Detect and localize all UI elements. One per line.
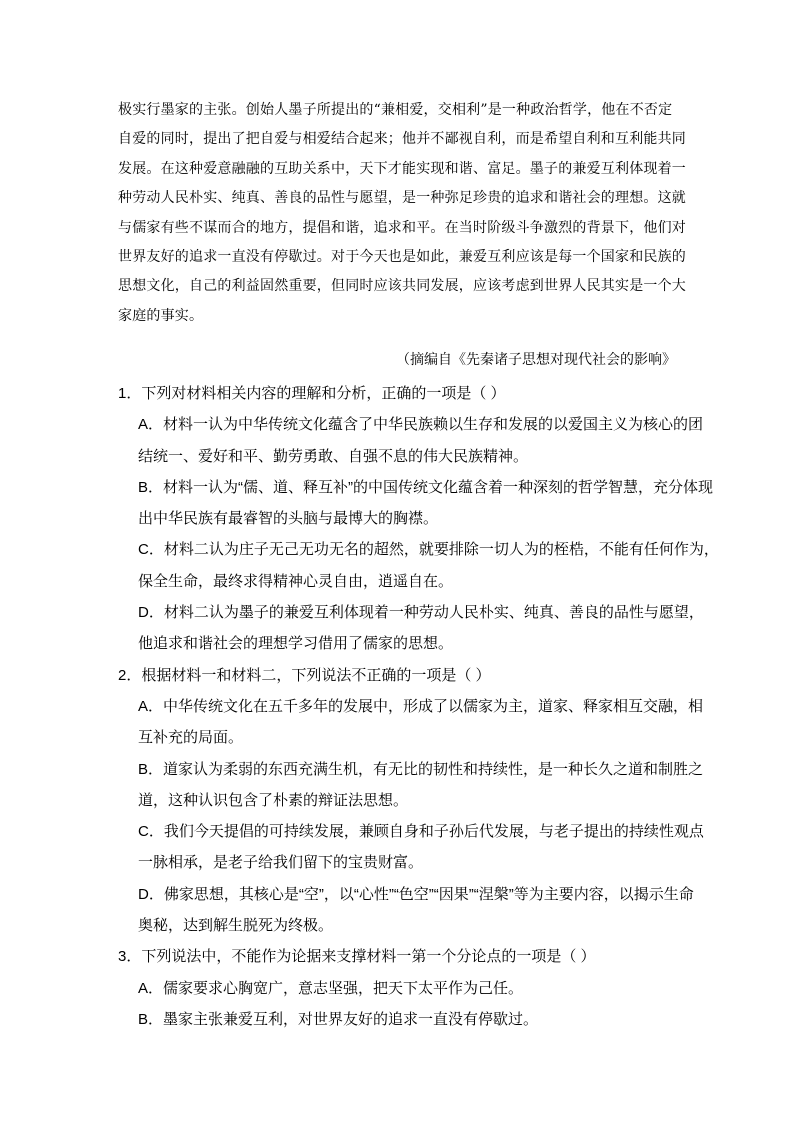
passage-line: 种劳动人民朴实、纯真、善良的品性与愿望，是一种弥足珍贵的追求和谐社会的理想。这就 bbox=[118, 190, 686, 207]
option-text: B．墨家主张兼爱互利，对世界友好的追求一直没有停歇过。 bbox=[138, 1010, 539, 1028]
option-text: C．材料二认为庄子无己无功无名的超然，就要排除一切人为的桎梏，不能有任何作为， bbox=[138, 541, 719, 559]
option-text: D．佛家思想，其核心是“空”，以“心性”“色空”“因果”“涅槃”等为主要内容，以揭示生命 bbox=[138, 885, 694, 903]
option-a bbox=[118, 691, 704, 754]
passage-line: 世界友好的追求一直没有停歇过。对于今天也是如此，兼爱互利应该是每一个国家和民族的 bbox=[118, 248, 686, 265]
passage-line: 思想文化，自己的利益固然重要，但同时应该共同发展，应该考虑到世界人民其实是一个大 bbox=[118, 278, 686, 295]
option-text: 出中华民族有最睿智的头脑与最博大的胸襟。 bbox=[138, 510, 439, 528]
option-c bbox=[118, 534, 719, 597]
option-text: 互补充的局面。 bbox=[138, 729, 244, 747]
option-text: D．材料二认为墨子的兼爱互利体现着一种劳动人民朴实、纯真、善良的品性与愿望， bbox=[138, 604, 704, 622]
option-text: 结统一、爱好和平、勤劳勇敢、自强不息的伟大民族精神。 bbox=[138, 447, 529, 465]
option-d bbox=[118, 597, 704, 660]
option-b bbox=[118, 754, 704, 817]
option-text: B．道家认为柔弱的东西充满生机，有无比的韧性和持续性，是一种长久之道和制胜之 bbox=[138, 760, 704, 778]
option-text: 奥秘，达到解生脱死为终极。 bbox=[138, 917, 334, 935]
option-c bbox=[118, 816, 704, 879]
passage-line: 家庭的事实。 bbox=[118, 307, 204, 324]
option-d bbox=[118, 879, 694, 942]
option-text: B．材料一认为“儒、道、释互补”的中国传统文化蕴含着一种深刻的哲学智慧，充分体现 bbox=[138, 478, 713, 496]
option-text: 他追求和谐社会的理想学习借用了儒家的思想。 bbox=[138, 635, 454, 653]
question-1 bbox=[118, 378, 719, 660]
option-b bbox=[118, 472, 713, 535]
option-text: A．儒家要求心胸宽广，意志坚强，把天下太平作为己任。 bbox=[138, 979, 524, 997]
passage-line: 与儒家有些不谋而合的地方，提倡和谐，追求和平。在当时阶级斗争激烈的背景下，他们对 bbox=[118, 219, 686, 236]
question-stem: 3．下列说法中，不能作为论据来支撑材料一第一个分论点的一项是（ ） bbox=[118, 948, 596, 966]
question-list bbox=[118, 378, 719, 1035]
option-text: 道，这种认识包含了朴素的辩证法思想。 bbox=[138, 791, 409, 809]
option-a bbox=[118, 409, 704, 472]
question-stem: 1．下列对材料相关内容的理解和分析，正确的一项是（ ） bbox=[118, 385, 506, 402]
option-a bbox=[118, 973, 688, 1004]
passage-line: 极实行墨家的主张。创始人墨子所提出的“兼相爱，交相利”是一种政治哲学，他在不否定 bbox=[118, 102, 673, 118]
question-stem: 2．根据材料一和材料二，下列说法不正确的一项是（ ） bbox=[118, 666, 491, 684]
material-passage bbox=[118, 96, 686, 331]
option-text: A．材料一认为中华传统文化蕴含了中华民族赖以生存和发展的以爱国主义为核心的团 bbox=[138, 416, 704, 434]
option-b bbox=[118, 1004, 688, 1035]
passage-line: 自爱的同时，提出了把自爱与相爱结合起来；他并不鄙视自利，而是希望自利和互利能共同 bbox=[118, 131, 686, 148]
question-2 bbox=[118, 660, 704, 942]
question-3 bbox=[118, 941, 688, 1035]
passage-line: 发展。在这种爱意融融的互助关系中，天下才能实现和谐、富足。墨子的兼爱互利体现着一 bbox=[118, 160, 686, 177]
option-text: 一脉相承，是老子给我们留下的宝贵财富。 bbox=[138, 854, 424, 872]
option-text: C．我们今天提倡的可持续发展，兼顾自身和子孙后代发展，与老子提出的持续性观点 bbox=[138, 823, 704, 841]
option-text: 保全生命，最终求得精神心灵自由，逍遥自在。 bbox=[138, 572, 454, 590]
source-citation: （摘编自《先秦诸子思想对现代社会的影响》 bbox=[396, 352, 676, 368]
option-text: A．中华传统文化在五千多年的发展中，形成了以儒家为主，道家、释家相互交融，相 bbox=[138, 697, 704, 715]
